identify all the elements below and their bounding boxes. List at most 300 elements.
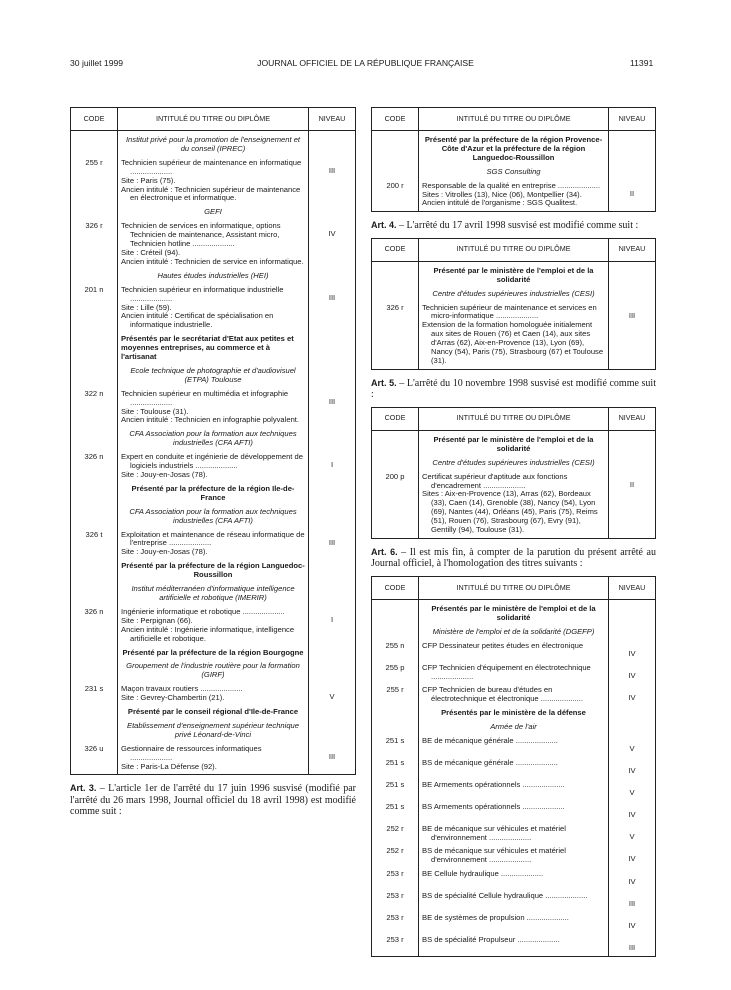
diploma-detail: Site : Lille (59). [121, 302, 172, 312]
col-level-header: NIVEAU [609, 238, 656, 261]
org-row [372, 454, 656, 468]
level-cell [609, 454, 656, 468]
level-cell [609, 430, 656, 453]
title-cell [118, 680, 309, 703]
org-row [372, 718, 656, 732]
table-row [71, 154, 356, 204]
title-cell [118, 385, 309, 426]
diploma-title: BS Armements opérationnels .................... [422, 801, 565, 811]
level-cell [609, 820, 656, 843]
code-cell [372, 732, 419, 754]
organization-heading: Présenté par la préfecture de la région Bourgogne [122, 647, 304, 657]
diploma-code: 255 r [386, 685, 404, 695]
diploma-detail: Extension de la formation homologuée initialement aux sites de Rouen (76) et Caen (14), aux sites d'Arras (62), Aix-en-Provence (13), Lyon (69), Nancy (54), Paris (75), Strasbourg (67) et Toulouse (31). [422, 320, 604, 365]
code-cell [372, 865, 419, 887]
code-cell [71, 680, 118, 703]
title-cell [118, 644, 309, 658]
diploma-level: V [629, 744, 635, 754]
table-row [372, 931, 656, 956]
code-cell [372, 637, 419, 659]
diploma-title: BE de mécanique sur véhicules et matériel d'environnement .................... [422, 823, 566, 842]
diploma-detail: Site : Perpignan (66). [121, 615, 193, 625]
level-cell [309, 362, 356, 385]
diploma-level: III [328, 292, 336, 302]
title-cell [419, 285, 609, 299]
diploma-level: IV [628, 765, 636, 775]
diploma-code: 255 r [85, 157, 103, 167]
code-cell [372, 820, 419, 843]
diploma-level: III [328, 751, 336, 761]
col-title-header: INTITULÉ DU TITRE OU DIPLÔME [419, 108, 609, 131]
diploma-title: Gestionnaire de ressources informatiques .................... [121, 743, 262, 762]
org-row [71, 703, 356, 717]
diploma-title: Expert en conduite et ingénierie de développement de logiciels industriels .................... [121, 452, 303, 471]
table-row [372, 776, 656, 798]
diploma-code: 255 p [385, 662, 405, 672]
code-cell [372, 261, 419, 284]
organization-heading: Institut méditerranéen d'informatique intelligence artificielle et robotique (IMERIR) [131, 584, 295, 602]
org-row [372, 623, 656, 637]
organization-heading: Armée de l'air [490, 722, 537, 732]
code-cell [71, 154, 118, 204]
title-cell [118, 131, 309, 154]
diploma-title: Technicien supérieur en informatique industrielle .................... [121, 284, 284, 303]
diploma-detail: Ancien intitulé : Technicien en infographie polyvalent. [121, 415, 300, 425]
homologation-table [371, 238, 656, 370]
diploma-level: III [628, 899, 636, 909]
org-row [71, 131, 356, 154]
level-cell [309, 385, 356, 426]
left-column [70, 107, 356, 824]
diploma-title: BS de mécanique sur véhicules et matériel d'environnement .................... [422, 846, 566, 865]
diploma-code: 322 n [84, 388, 104, 398]
organization-heading: Ministère de l'emploi et de la solidarité (DGEFP) [432, 626, 595, 636]
code-cell [372, 285, 419, 299]
diploma-code: 252 r [386, 846, 404, 856]
title-cell [419, 430, 609, 453]
organization-heading: Institut privé pour la promotion de l'enseignement et du conseil (IPREC) [125, 135, 301, 153]
org-row [372, 163, 656, 177]
title-cell [118, 362, 309, 385]
title-cell [419, 865, 609, 887]
title-cell [419, 909, 609, 931]
article-label: Art. 3. [70, 783, 97, 794]
diploma-title: BE de mécanique générale .................... [422, 736, 558, 746]
level-cell [609, 842, 656, 865]
diploma-detail: Ancien intitulé : Technicien supérieur de maintenance en électronique et informatique. [121, 184, 301, 203]
diploma-title: Technicien supérieur de maintenance et services en micro-informatique .................... [422, 302, 597, 321]
code-cell [71, 131, 118, 154]
diploma-detail: Ancien intitulé : Ingénierie informatique, intelligence artificielle et robotique. [121, 624, 295, 643]
code-cell [372, 623, 419, 637]
diploma-code: 253 r [386, 913, 404, 923]
organization-heading: CFA Association pour la formation aux techniques industrielles (CFA AFTI) [129, 429, 297, 448]
article-5 [371, 378, 656, 401]
col-title-header: INTITULÉ DU TITRE OU DIPLÔME [419, 238, 609, 261]
article-text: – L'article 1er de l'arrêté du 17 juin 1996 susvisé (modifié par l'arrêté du 26 mars 1998, Journal officiel du 18 avril 1998) est modifié comme suit : [70, 783, 356, 818]
diploma-code: 251 s [385, 779, 405, 789]
table-row [372, 299, 656, 370]
level-cell [309, 740, 356, 775]
organization-heading: Présenté par la préfecture de la région Languedoc-Roussillon [121, 561, 305, 580]
col-code-header: CODE [372, 576, 419, 599]
diploma-title: BE Armements opérationnels .................... [422, 779, 565, 789]
code-cell [71, 217, 118, 267]
title-cell [118, 657, 309, 680]
code-cell [71, 425, 118, 448]
table-row [71, 740, 356, 775]
diploma-code: 200 p [385, 471, 405, 481]
title-cell [118, 503, 309, 526]
level-cell [309, 154, 356, 204]
homologation-table [371, 576, 656, 957]
table-row [372, 820, 656, 843]
organization-heading: SGS Consulting [486, 166, 541, 176]
article-text: – Il est mis fin, à compter de la parution du présent arrêté au Journal officiel, à l'homologation des titres suivants : [371, 546, 656, 570]
table-row [372, 637, 656, 659]
org-row [372, 131, 656, 163]
level-cell [309, 267, 356, 281]
org-row [372, 261, 656, 284]
title-cell [419, 820, 609, 843]
title-cell [419, 842, 609, 865]
code-cell [372, 430, 419, 453]
col-level-header: NIVEAU [609, 108, 656, 131]
col-code-header: CODE [372, 108, 419, 131]
level-cell [309, 203, 356, 217]
diploma-level: IV [628, 670, 636, 680]
diploma-code: 326 n [84, 606, 104, 616]
level-cell [309, 503, 356, 526]
title-cell [118, 217, 309, 267]
organization-heading: GEFI [204, 207, 222, 217]
diploma-code: 231 s [84, 684, 104, 694]
diploma-title: Responsable de la qualité en entreprise .................... [422, 180, 601, 190]
level-cell [309, 131, 356, 154]
table-row [71, 217, 356, 267]
diploma-level: V [629, 787, 635, 797]
diploma-title: BS de mécanique générale .................... [422, 757, 558, 767]
organization-heading: Centre d'études supérieures industrielles (CESI) [432, 288, 595, 298]
level-cell [609, 732, 656, 754]
diploma-title: CFP Technicien d'équipement en électrotechnique .................... [422, 662, 591, 681]
homologation-table [70, 107, 356, 775]
journal-title: JOURNAL OFFICIEL DE LA RÉPUBLIQUE FRANÇAISE [257, 58, 474, 68]
diploma-level: V [329, 692, 335, 702]
code-cell [71, 203, 118, 217]
level-cell [609, 887, 656, 909]
col-title-header: INTITULÉ DU TITRE OU DIPLÔME [118, 108, 309, 131]
code-cell [71, 557, 118, 580]
code-cell [71, 580, 118, 603]
diploma-level: IV [628, 809, 636, 819]
diploma-detail: Sites : Aix-en-Provence (13), Arras (62), Bordeaux (33), Caen (14), Grenoble (38), Nancy (54), Lyon (69), Nantes (44), Orléans (45), Paris (75), Reims (51), Rouen (76), Strasbourg (67), Evry (91), Gentilly (94), Toulouse (31). [422, 489, 598, 535]
code-cell [71, 603, 118, 644]
table-row [372, 798, 656, 820]
code-cell [372, 299, 419, 370]
article-text: – L'arrêté du 10 novembre 1998 susvisé est modifié comme suit : [371, 377, 656, 401]
code-cell [372, 842, 419, 865]
title-cell [419, 261, 609, 284]
diploma-detail: Site : Créteil (94). [121, 247, 181, 257]
diploma-level: V [629, 831, 635, 841]
title-cell [419, 754, 609, 776]
diploma-detail: Site : Jouy-en-Josas (78). [121, 470, 208, 479]
table-row [372, 865, 656, 887]
title-cell [419, 681, 609, 704]
table-row [71, 281, 356, 331]
col-level-header: NIVEAU [609, 576, 656, 599]
title-cell [419, 732, 609, 754]
title-cell [419, 887, 609, 909]
diploma-title: BS de spécialité Cellule hydraulique .................... [422, 891, 588, 901]
code-cell [71, 480, 118, 503]
diploma-title: Certificat supérieur d'aptitude aux fonctions d'encadrement .................... [422, 471, 568, 490]
level-cell [309, 526, 356, 558]
organization-heading: Présentés par le secrétariat d'Etat aux petites et moyennes entreprises, au commerce et à l'artisanat [121, 334, 294, 362]
title-cell [118, 526, 309, 558]
code-cell [372, 599, 419, 622]
code-cell [71, 281, 118, 331]
level-cell [609, 261, 656, 284]
level-cell [609, 637, 656, 659]
page-number: 11391 [630, 58, 654, 68]
title-cell [118, 557, 309, 580]
code-cell [372, 718, 419, 732]
code-cell [71, 362, 118, 385]
diploma-code: 251 s [385, 757, 405, 767]
level-cell [309, 448, 356, 480]
code-cell [71, 644, 118, 658]
diploma-detail: Ancien intitulé : Certificat de spécialisation en informatique industrielle. [121, 311, 274, 330]
level-cell [609, 623, 656, 637]
diploma-level: II [629, 479, 635, 489]
page-date: 30 juillet 1999 [70, 58, 124, 68]
title-cell [419, 718, 609, 732]
diploma-level: IV [628, 921, 636, 931]
article-6 [371, 547, 656, 570]
diploma-title: CFP Technicien de bureau d'études en électrotechnique et électronique .................... [422, 685, 583, 704]
level-cell [609, 718, 656, 732]
diploma-code: 251 s [385, 801, 405, 811]
code-cell [372, 468, 419, 539]
diploma-title: BE Cellule hydraulique .................... [422, 869, 544, 879]
col-title-header: INTITULÉ DU TITRE OU DIPLÔME [419, 576, 609, 599]
col-code-header: CODE [372, 407, 419, 430]
article-label: Art. 5. [371, 377, 397, 388]
level-cell [309, 281, 356, 331]
diploma-level: IV [628, 877, 636, 887]
code-cell [372, 776, 419, 798]
level-cell [609, 177, 656, 212]
diploma-level: I [330, 460, 334, 470]
title-cell [118, 480, 309, 503]
organization-heading: CFA Association pour la formation aux techniques industrielles (CFA AFTI) [129, 506, 297, 525]
title-cell [419, 704, 609, 718]
code-cell [71, 385, 118, 426]
code-cell [372, 704, 419, 718]
level-cell [309, 330, 356, 362]
code-cell [372, 909, 419, 931]
title-cell [419, 776, 609, 798]
diploma-title: Maçon travaux routiers .................... [121, 684, 243, 694]
org-row [71, 580, 356, 603]
diploma-code: 326 n [84, 452, 104, 462]
table-row [372, 659, 656, 682]
organization-heading: Présenté par le ministère de l'emploi et de la solidarité [433, 434, 594, 453]
diploma-level: IV [328, 229, 336, 239]
diploma-title: BS de spécialité Propulseur .................... [422, 935, 560, 944]
title-cell [118, 281, 309, 331]
org-row [71, 362, 356, 385]
table-row [372, 887, 656, 909]
title-cell [118, 267, 309, 281]
diploma-detail: Site : Gevrey-Chambertin (21). [121, 693, 225, 703]
homologation-table [371, 407, 656, 539]
title-cell [118, 703, 309, 717]
diploma-code: 253 r [386, 891, 404, 901]
code-cell [372, 931, 419, 956]
article-4 [371, 220, 656, 232]
diploma-detail: Ancien intitulé : Technicien de service en informatique. [121, 256, 304, 266]
level-cell [609, 468, 656, 539]
organization-heading: Présenté par la préfecture de la région Ile-de-France [131, 483, 295, 502]
level-cell [609, 163, 656, 177]
level-cell [309, 703, 356, 717]
org-row [71, 503, 356, 526]
homologation-table [371, 107, 656, 212]
diploma-level: III [628, 943, 636, 952]
title-cell [419, 131, 609, 163]
level-cell [609, 704, 656, 718]
level-cell [309, 680, 356, 703]
level-cell [609, 285, 656, 299]
code-cell [71, 526, 118, 558]
org-row [71, 717, 356, 740]
diploma-code: 200 r [386, 180, 404, 190]
title-cell [118, 448, 309, 480]
organization-heading: Centre d'études supérieures industrielles (CESI) [432, 457, 595, 467]
title-cell [118, 740, 309, 775]
title-cell [419, 659, 609, 682]
diploma-detail: Site : Paris (75). [121, 175, 176, 185]
level-cell [609, 659, 656, 682]
code-cell [372, 131, 419, 163]
diploma-level: I [330, 614, 334, 624]
article-label: Art. 6. [371, 546, 398, 557]
table-row [372, 909, 656, 931]
code-cell [372, 798, 419, 820]
code-cell [372, 454, 419, 468]
org-row [71, 330, 356, 362]
org-row [372, 285, 656, 299]
table-row [71, 603, 356, 644]
org-row [372, 599, 656, 622]
col-title-header: INTITULÉ DU TITRE OU DIPLÔME [419, 407, 609, 430]
diploma-code: 251 s [385, 736, 405, 746]
org-row [71, 644, 356, 658]
table-row [372, 177, 656, 212]
code-cell [71, 740, 118, 775]
table-row [71, 526, 356, 558]
diploma-code: 326 r [85, 221, 103, 231]
title-cell [419, 468, 609, 539]
title-cell [118, 580, 309, 603]
article-3 [70, 783, 356, 818]
right-column [371, 107, 656, 957]
level-cell [609, 909, 656, 931]
code-cell [71, 717, 118, 740]
diploma-title: Exploitation et maintenance de réseau informatique de l'entreprise .................... [121, 529, 305, 548]
code-cell [71, 330, 118, 362]
code-cell [71, 657, 118, 680]
org-row [71, 557, 356, 580]
title-cell [118, 203, 309, 217]
org-row [372, 430, 656, 453]
table-row [372, 468, 656, 539]
level-cell [609, 798, 656, 820]
diploma-code: 255 n [385, 640, 405, 650]
level-cell [309, 425, 356, 448]
level-cell [609, 299, 656, 370]
diploma-title: BE de systèmes de propulsion .................... [422, 913, 569, 923]
level-cell [309, 603, 356, 644]
title-cell [419, 931, 609, 956]
diploma-level: IV [628, 854, 636, 864]
organization-heading: Ecole technique de photographie et d'audiovisuel (ETPA) Toulouse [130, 365, 296, 384]
diploma-code: 326 r [386, 302, 404, 312]
diploma-code: 253 r [386, 869, 404, 879]
level-cell [309, 580, 356, 603]
diploma-detail: Site : Toulouse (31). [121, 406, 189, 416]
col-code-header: CODE [372, 238, 419, 261]
organization-heading: Présentés par le ministère de la défense [441, 708, 586, 718]
level-cell [609, 754, 656, 776]
code-cell [372, 659, 419, 682]
title-cell [118, 603, 309, 644]
level-cell [309, 717, 356, 740]
diploma-code: 201 n [84, 284, 104, 294]
diploma-detail: Site : Jouy-en-Josas (78). [121, 547, 208, 557]
level-cell [609, 599, 656, 622]
title-cell [419, 637, 609, 659]
title-cell [419, 623, 609, 637]
code-cell [372, 887, 419, 909]
org-row [372, 704, 656, 718]
diploma-detail: Ancien intitulé de l'organisme : SGS Qualitest. [422, 198, 578, 208]
table-row [71, 448, 356, 480]
diploma-level: III [328, 537, 336, 547]
table-row [71, 680, 356, 703]
diploma-title: Technicien supérieur en multimédia et infographie .................... [121, 388, 289, 407]
diploma-level: IV [628, 648, 636, 658]
code-cell [71, 448, 118, 480]
code-cell [372, 754, 419, 776]
diploma-level: IV [628, 693, 636, 703]
title-cell [419, 163, 609, 177]
diploma-code: 326 u [84, 743, 104, 753]
level-cell [609, 681, 656, 704]
code-cell [71, 267, 118, 281]
diploma-title: Ingénierie informatique et robotique .................... [121, 606, 285, 616]
title-cell [419, 299, 609, 370]
level-cell [309, 480, 356, 503]
organization-heading: Présenté par le conseil régional d'Ile-de-France [127, 707, 299, 717]
level-cell [609, 865, 656, 887]
level-cell [309, 557, 356, 580]
level-cell [609, 931, 656, 956]
diploma-code: 252 r [386, 823, 404, 833]
